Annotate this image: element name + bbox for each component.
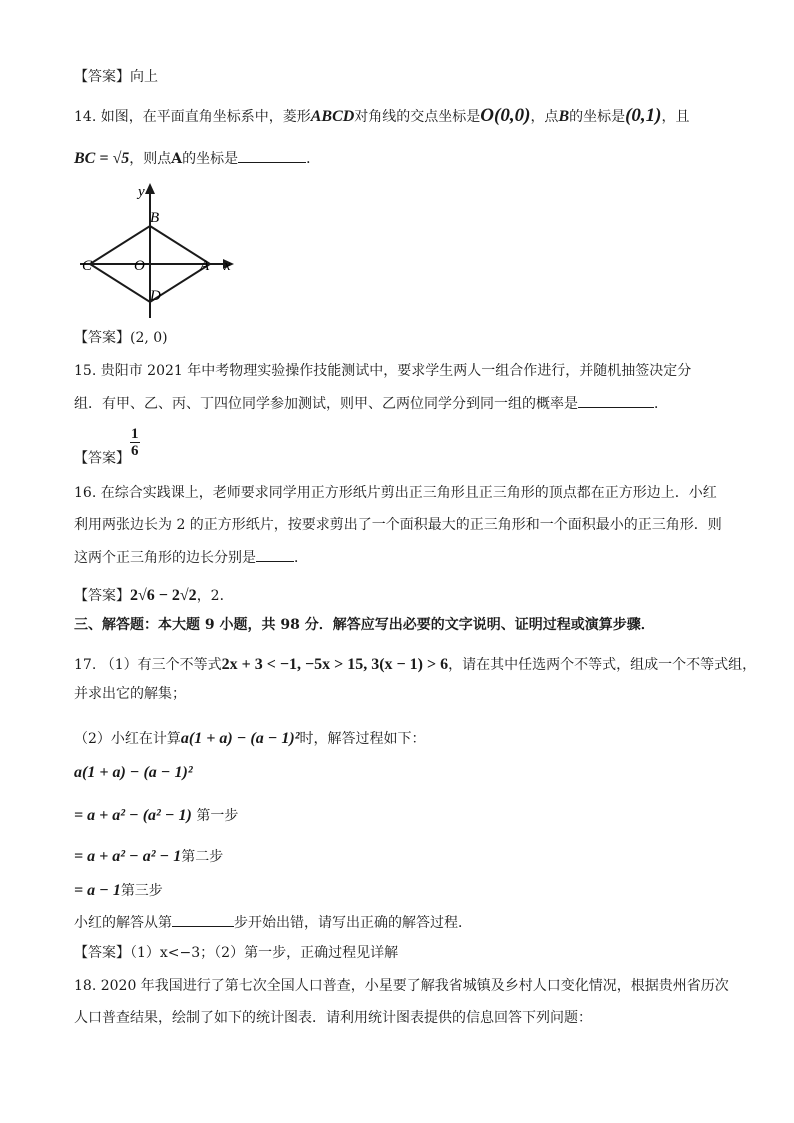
q18-text: 人口普查结果，绘制了如下的统计图表．请利用统计图表提供的信息回答下列问题：: [74, 1010, 592, 1026]
q15-text: ．: [654, 396, 668, 412]
q14-text: ，则点: [129, 151, 172, 167]
fraction-denominator: 6: [131, 443, 139, 459]
answer-blank: [238, 148, 306, 163]
answer-value: 向上: [130, 69, 158, 85]
question-number: 17.: [74, 657, 97, 673]
work-line-2: [74, 847, 223, 867]
q14-line2: [74, 148, 320, 169]
q17-part2: [74, 729, 426, 749]
work-line-1: [74, 806, 238, 826]
section-header: 三、解答题：本大题 9 小题，共 98 分．解答应写出必要的文字说明、证明过程或演算步骤．: [74, 617, 655, 633]
q14-line1: [74, 106, 690, 127]
label-y: y: [138, 184, 145, 200]
q16-text: 在综合实践课上，老师要求同学用正方形纸片剪出正三角形且正三角形的顶点都在正方形边上．小红: [100, 485, 717, 501]
q14-text: 的坐标是: [569, 109, 626, 125]
q13-answer: [74, 67, 158, 87]
point-b-label: B: [558, 108, 570, 125]
q14-text: ，且: [661, 109, 690, 125]
q17-line2: [74, 684, 186, 704]
question-number: 15.: [74, 363, 97, 379]
answer-blank: [256, 547, 294, 562]
q17-text: 小红的解答从第: [74, 915, 172, 931]
answer-expression: 2√6 − 2√2: [130, 587, 197, 604]
label-d: D: [150, 288, 161, 304]
step-label: 第三步: [120, 883, 163, 899]
q15-line2: [74, 393, 668, 414]
rhombus-label: ABCD: [310, 108, 355, 125]
q14-text: ，点: [530, 109, 559, 125]
label-b: B: [150, 210, 160, 226]
rhombus-figure: [76, 180, 246, 320]
label-c: C: [82, 258, 93, 274]
q14-text: 如图，在平面直角坐标系中，菱形: [100, 109, 311, 125]
q16-line2: [74, 515, 722, 535]
question-number: 18.: [74, 978, 97, 994]
answer-rest: ，2．: [196, 588, 234, 604]
inequalities: 2x + 3 < −1, −5x > 15, 3(x − 1) > 6: [221, 656, 449, 673]
expression: a(1 + a) − (a − 1)²: [180, 730, 300, 747]
answer-blank: [578, 393, 654, 408]
q17-text: （1）有三个不等式: [100, 657, 222, 673]
q14-text: 对角线的交点坐标是: [354, 109, 481, 125]
answer-value: (2, 0): [130, 330, 168, 346]
q14-answer: [74, 328, 168, 348]
answer-tag: 【答案】: [74, 450, 130, 467]
q18-text: 2020 年我国进行了第七次全国人口普查，小星要了解我省城镇及乡村人口变化情况，根据贵州省历次: [100, 978, 729, 994]
answer-tag: 【答案】: [74, 588, 130, 604]
q17-line1: [74, 655, 756, 675]
q14-text: 的坐标是: [182, 151, 239, 167]
q17-text: 步开始出错，请写出正确的解答过程．: [234, 915, 472, 931]
answer-tag: 【答案】: [74, 945, 130, 961]
q17-text: （2）小红在计算: [74, 731, 181, 747]
q18-line1: [74, 976, 729, 996]
q15-line1: [74, 361, 691, 381]
answer-value: （1）x<−3；（2）第一步，正确过程见详解: [130, 945, 399, 961]
step-label: 第一步: [196, 808, 239, 824]
label-o: O: [134, 258, 145, 274]
q16-text: 这两个正三角形的边长分别是: [74, 550, 256, 566]
q15-answer: [74, 426, 140, 468]
answer-blank: [172, 912, 234, 927]
question-number: 16.: [74, 485, 97, 501]
work-line-3: [74, 881, 163, 901]
point-o: O(0,0): [480, 105, 531, 126]
q18-line2: [74, 1008, 592, 1028]
label-a: A: [200, 258, 210, 274]
work-expression: = a + a² − (a² − 1): [74, 807, 192, 824]
q17-conclusion: [74, 912, 472, 933]
q16-line3: [74, 547, 308, 568]
bc-equation: BC = √5: [74, 150, 130, 167]
answer-fraction: [130, 426, 140, 459]
q17-text: ，请在其中任选两个不等式，组成一个不等式组，: [448, 657, 757, 673]
q17-text: 并求出它的解集；: [74, 686, 186, 702]
q17-answer: [74, 943, 398, 963]
y-axis-arrow: [145, 183, 155, 194]
point-a-label: A: [171, 151, 183, 167]
work-line-0: a(1 + a) − (a − 1)²: [74, 764, 193, 781]
answer-tag: 【答案】: [74, 330, 130, 346]
q16-text: ．: [294, 550, 308, 566]
q17-text: 时，解答过程如下：: [299, 731, 426, 747]
q16-line1: [74, 483, 717, 503]
q16-answer: [74, 586, 234, 606]
label-x: x: [224, 258, 231, 274]
q16-text: 利用两张边长为 2 的正方形纸片，按要求剪出了一个面积最大的正三角形和一个面积最小的正三角形．则: [74, 517, 722, 533]
work-expression: = a + a² − a² − 1: [74, 848, 182, 865]
question-number: 14.: [74, 109, 97, 125]
q14-text: ．: [306, 151, 321, 167]
point-b-coord: (0,1): [625, 105, 662, 126]
answer-tag: 【答案】: [74, 69, 130, 85]
q15-text: 贵阳市 2021 年中考物理实验操作技能测试中，要求学生两人一组合作进行，并随机抽签决定分: [100, 363, 692, 379]
step-label: 第二步: [181, 849, 224, 865]
fraction-numerator: 1: [131, 426, 139, 442]
q15-text: 组．有甲、乙、丙、丁四位同学参加测试，则甲、乙两位同学分到同一组的概率是: [74, 396, 578, 412]
work-expression: = a − 1: [74, 882, 121, 899]
